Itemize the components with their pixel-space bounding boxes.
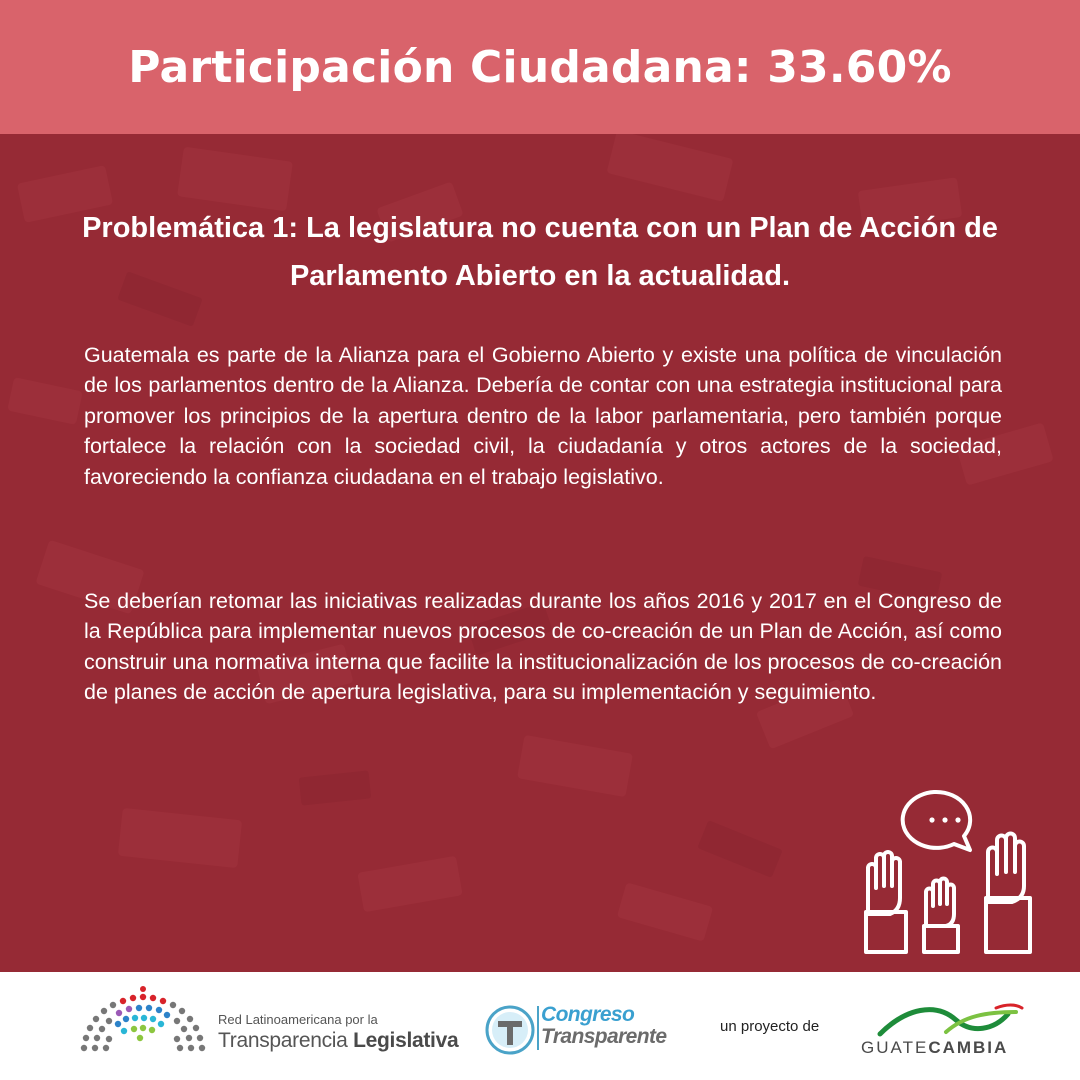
relat-line-2a: Transparencia (218, 1029, 354, 1052)
guatecambia-part-1: GUATE (861, 1038, 929, 1057)
header-banner (0, 0, 1080, 134)
relat-line-2b: Legislativa (353, 1029, 459, 1052)
guatecambia-swoosh-icon (876, 998, 1026, 1038)
relat-line-1: Red Latinoamericana por la (218, 1012, 378, 1027)
congreso-line-1: Congreso (541, 1003, 635, 1026)
congreso-transparente-logo-icon (484, 1004, 536, 1056)
guatecambia-part-2: CAMBIA (928, 1038, 1009, 1057)
relat-parliament-logo (78, 986, 208, 1056)
page-title: Participación Ciudadana: 33.60% (128, 41, 952, 93)
paragraph-1: Guatemala es parte de la Alianza para el Gobierno Abierto y existe una política de vinculación de los parlamentos dentro de la Alianza. Debería de contar con una estrategia institucional para promover los principios de la apertura dentro de la labor parlamentaria, pero también porque fortalece la relación con la sociedad civil, la ciudadanía y otros actores de la sociedad, favoreciendo la confianza ciudadana en el trabajo legislativo. (84, 343, 1002, 489)
congreso-divider (537, 1006, 539, 1050)
relat-wordmark (218, 1012, 458, 1053)
main-panel (0, 134, 1080, 972)
paragraph-2: Se deberían retomar las iniciativas realizadas durante los años 2016 y 2017 en el Congreso de la República para implementar nuevos procesos de co-creación de un Plan de Acción, así como construir una normativa interna que facilite la institucionalización de los procesos de co-creación de planes de acción de apertura legislativa, para su implementación y seguimiento. (84, 589, 1002, 705)
raised-hands-icon (856, 786, 1036, 956)
project-label: un proyecto de (720, 1018, 820, 1035)
congreso-line-2: Transparente (541, 1025, 667, 1048)
relat-line-2 (218, 1029, 458, 1053)
guatecambia-wordmark (861, 1038, 1008, 1058)
congreso-wordmark (541, 1004, 666, 1048)
footer (0, 972, 1080, 1080)
problem-title: Problemática 1: La legislatura no cuenta con un Plan de Acción de Parlamento Abierto en la actualidad. (82, 212, 998, 292)
content-area (0, 134, 1080, 972)
